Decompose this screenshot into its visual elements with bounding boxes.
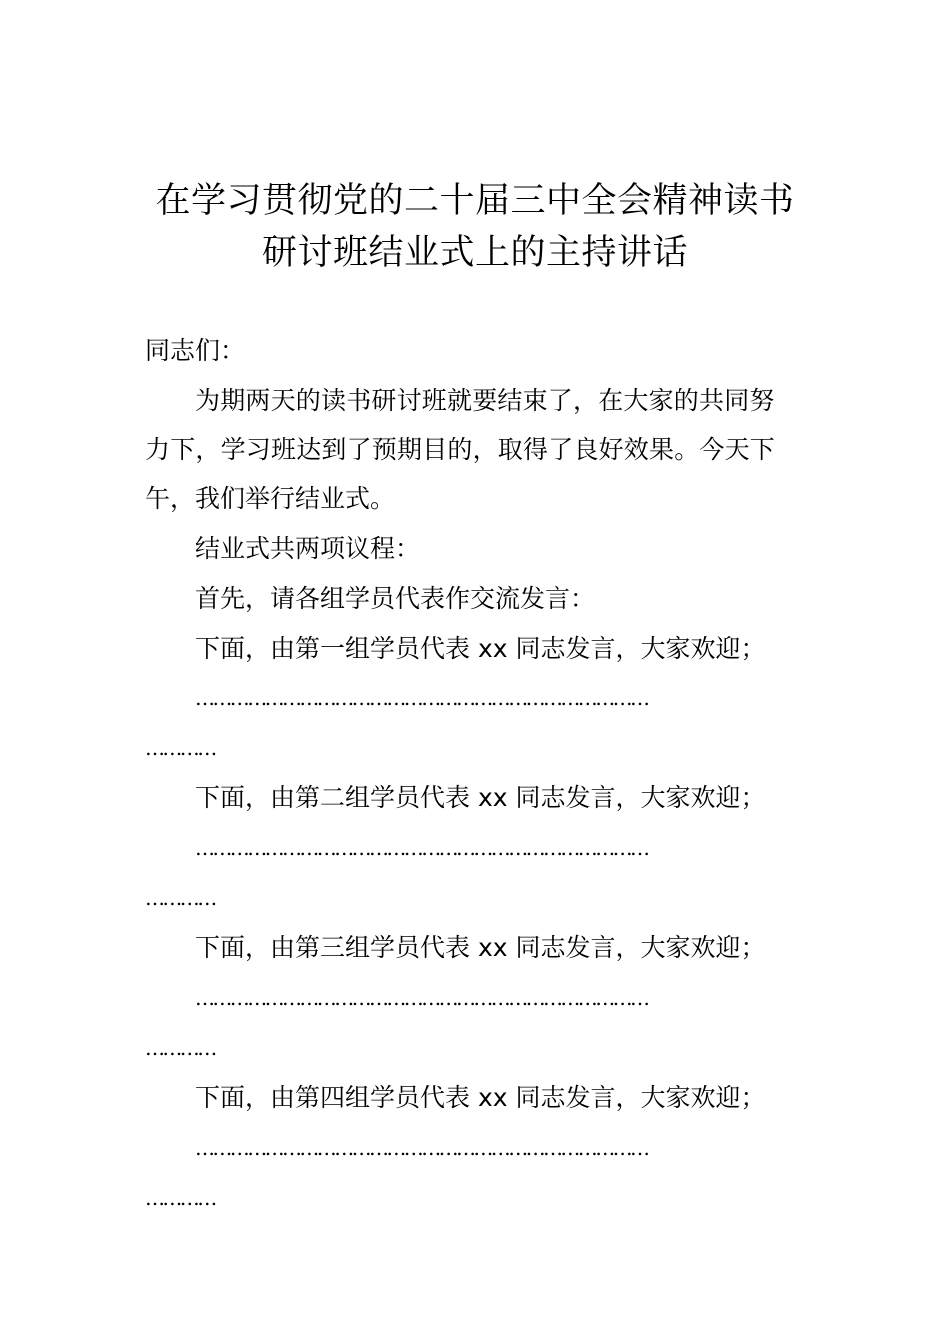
speaker-4-placeholder-dots-line-2: ………… bbox=[145, 1186, 215, 1210]
paragraph-1-line-3: 午，我们举行结业式。 bbox=[145, 484, 396, 513]
speaker-4-placeholder-dots-line-1: …………………………………………………………………… bbox=[195, 1136, 648, 1160]
speaker-3-placeholder-dots-line-1: …………………………………………………………………… bbox=[195, 986, 648, 1010]
speaker-1-placeholder-dots-line-1: …………………………………………………………………… bbox=[195, 686, 648, 710]
speaker-2-placeholder-dots-line-1: …………………………………………………………………… bbox=[195, 836, 648, 860]
document-title-line-2: 研讨班结业式上的主持讲话 bbox=[261, 233, 688, 273]
agenda-intro: 结业式共两项议程： bbox=[195, 534, 421, 563]
speaker-4-intro: 下面，由第四组学员代表 xx 同志发言，大家欢迎； bbox=[195, 1083, 766, 1112]
speaker-3-intro: 下面，由第三组学员代表 xx 同志发言，大家欢迎； bbox=[195, 933, 766, 962]
paragraph-1-line-1: 为期两天的读书研讨班就要结束了，在大家的共同努 bbox=[195, 386, 775, 415]
document-title-line-1: 在学习贯彻党的二十届三中全会精神读书 bbox=[155, 181, 795, 221]
paragraph-1-line-2: 力下，学习班达到了预期目的，取得了良好效果。今天下 bbox=[145, 435, 776, 464]
speaker-3-placeholder-dots-line-2: ………… bbox=[145, 1036, 215, 1060]
speaker-2-intro: 下面，由第二组学员代表 xx 同志发言，大家欢迎； bbox=[195, 783, 766, 812]
speaker-2-placeholder-dots-line-2: ………… bbox=[145, 886, 215, 910]
speaker-1-placeholder-dots-line-2: ………… bbox=[145, 736, 215, 760]
salutation: 同志们： bbox=[145, 336, 246, 365]
speaker-1-intro: 下面，由第一组学员代表 xx 同志发言，大家欢迎； bbox=[195, 634, 766, 663]
first-agenda-item: 首先，请各组学员代表作交流发言： bbox=[195, 584, 596, 613]
